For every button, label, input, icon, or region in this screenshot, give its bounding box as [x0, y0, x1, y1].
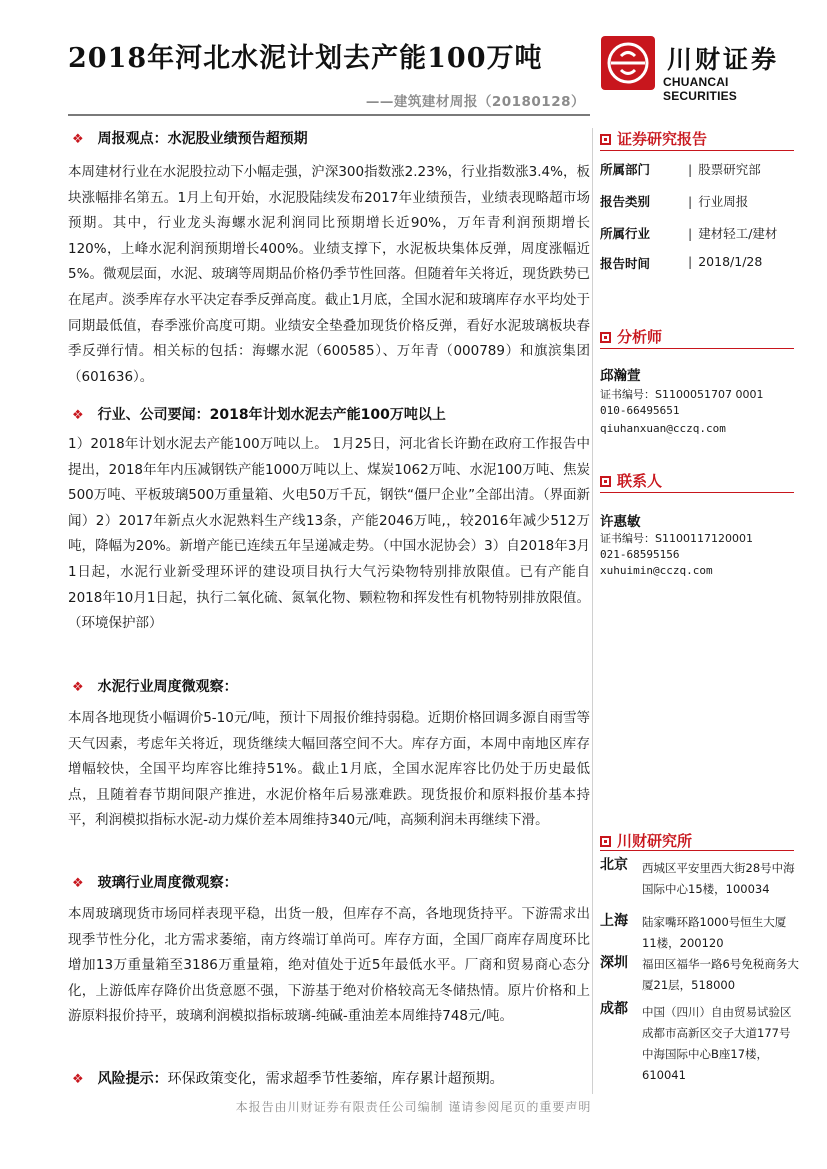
office-city-shenzhen: 深圳: [600, 955, 628, 971]
brand-name-cn: 川财证券: [667, 45, 780, 74]
square-bullet-icon: [600, 836, 611, 847]
brand-logo-icon: [601, 36, 655, 90]
risk-text: 环保政策变化，需求超季节性萎缩，库存累计超预期。: [167, 1071, 504, 1087]
sidebar-divider: [600, 850, 794, 851]
diamond-bullet-icon: ❖: [72, 1072, 84, 1087]
contact-phone: 021-68595156: [600, 548, 680, 561]
report-title: 2018年河北水泥计划去产能100万吨: [68, 43, 543, 74]
meta-row-department: 所属部门 | 股票研究部: [600, 160, 800, 178]
analyst-email[interactable]: qiuhanxuan@cczq.com: [600, 422, 726, 435]
office-address-shenzhen: 福田区福华一路6号免税商务大厦21层，518000: [642, 957, 799, 992]
diamond-bullet-icon: ❖: [72, 132, 84, 147]
diamond-bullet-icon: ❖: [72, 680, 84, 695]
section-body-news: 1）2018年计划水泥去产能100万吨以上。 1月25日，河北省长许勤在政府工作报告中提出，2018年年内压减钢铁产能1000万吨以上、煤炭1062万吨、水泥100万吨、焦炭500万吨、平板玻璃500万重量箱、火电50万千瓦，钢铁“僵尸企业”全部出清。（界面新闻）2）2017年新点火水泥熟料生产线13条，产能2046万吨,，较2016年减少512万吨，降幅为20%。新增产能已连续五年呈递减走势。（中国水泥协会）3）自2018年3月1日起，水泥行业新受理环评的建设项目执行大气污染物特别排放限值。已有产能自2018年10月1日起，执行二氧化硫、氮氧化物、颗粒物和挥发性有机物特别排放限值。（环境保护部）: [68, 436, 590, 632]
office-city-shanghai: 上海: [600, 913, 628, 929]
section-body-cement: 本周各地现货小幅调价5-10元/吨，预计下周报价维持弱稳。近期价格回调多源自雨雪等天气因素，考虑年关将近，现货继续大幅回落空间不大。库存方面，本周中南地区库存增幅较快，全国平均库容比维持51%。截止1月底，全国水泥库容比仍处于历史最低点，且随着春节期间限产推进，水泥价格年后易涨难跌。现货报价和原料报价基本持平，利润模拟指标水泥-动力煤价差本周维持340元/吨，高频利润未再继续下滑。: [68, 710, 590, 829]
sidebar-heading-contact: 联系人: [600, 470, 662, 491]
office-address-shanghai: 陆家嘴环路1000号恒生大厦11楼，200120: [642, 915, 787, 950]
brand-logo: [601, 36, 801, 103]
analyst-cert: 证书编号：S1100051707 0001: [600, 388, 764, 401]
meta-row-industry: 所属行业 | 建材轻工/建材: [600, 224, 800, 242]
sidebar-divider: [600, 348, 794, 349]
sidebar-heading-institute: 川财研究所: [600, 830, 692, 851]
square-bullet-icon: [600, 134, 611, 145]
square-bullet-icon: [600, 476, 611, 487]
office-city-chengdu: 成都: [600, 1001, 628, 1017]
sidebar-heading-report: 证券研究报告: [600, 128, 707, 149]
header-rule: [68, 114, 590, 116]
office-address-beijing: 西城区平安里西大街28号中海国际中心15楼，100034: [642, 861, 795, 896]
section-heading-news: ❖ 行业、公司要闻：2018年计划水泥去产能100万吨以上: [72, 407, 446, 423]
brand-name-en: CHUANCAI SECURITIES: [663, 75, 738, 103]
diamond-bullet-icon: ❖: [72, 876, 84, 891]
section-heading-cement: ❖ 水泥行业周度微观察：: [72, 679, 238, 695]
report-subtitle: ——建筑建材周报（20180128）: [365, 94, 585, 110]
meta-row-category: 报告类别 | 行业周报: [600, 192, 800, 210]
office-address-chengdu: 中国（四川）自由贸易试验区成都市高新区交子大道177号中海国际中心B座17楼，610041: [642, 1005, 792, 1082]
footer-disclaimer: 本报告由川财证券有限责任公司编制 谨请参阅尾页的重要声明: [235, 1100, 592, 1114]
section-heading-glass: ❖ 玻璃行业周度微观察：: [72, 875, 238, 891]
office-city-beijing: 北京: [600, 857, 628, 873]
column-divider: [592, 128, 593, 1094]
analyst-phone: 010-66495651: [600, 404, 680, 417]
diamond-bullet-icon: ❖: [72, 408, 84, 423]
analyst-name: 邱瀚萱: [600, 368, 641, 384]
sidebar-heading-analyst: 分析师: [600, 326, 662, 347]
sidebar-divider: [600, 492, 794, 493]
square-bullet-icon: [600, 332, 611, 343]
section-body-view: 本周建材行业在水泥股拉动下小幅走强，沪深300指数涨2.23%，行业指数涨3.4%，板块涨幅排名第五。1月上旬开始，水泥股陆续发布2017年业绩预告，业绩表现略超市场预期。其中，行业龙头海螺水泥利润同比预期增长近90%，万年青利润预期增长120%，上峰水泥利润预期增长400%。业绩支撑下，水泥板块集体反弹，周度涨幅近5%。微观层面，水泥、玻璃等周期品价格仍季节性回落。但随着年关将近，现货跌势已在尾声。淡季库存水平决定春季反弹高度。截止1月底，全国水泥和玻璃库存水平均处于同期最低值，春季涨价高度可期。业绩安全垫叠加现货价格反弹，看好水泥玻璃板块春季反弹行情。相关标的包括：海螺水泥（600585）、万年青（000789）和旗滨集团（601636）。: [68, 164, 590, 385]
contact-email[interactable]: xuhuimin@cczq.com: [600, 564, 713, 577]
section-heading-view: ❖ 周报观点：水泥股业绩预告超预期: [72, 131, 308, 147]
section-body-glass: 本周玻璃现货市场同样表现平稳，出货一般，但库存不高，各地现货持平。下游需求出现季节性分化，北方需求萎缩，南方终端订单尚可。库存方面，全国厂商库存周度环比增加13万重量箱至3186万重量箱，绝对值处于近5年最低水平。厂商和贸易商心态分化，上游低库存降价出货意愿不强，下游基于绝对价格较高无冬储热情。原片价格和上游原料报价持平，玻璃利润模拟指标玻璃-纯碱-重油差本周维持748元/吨。: [68, 906, 590, 1025]
meta-row-date: 报告时间 | 2018/1/28: [600, 254, 800, 272]
contact-cert: 证书编号：S1100117120001: [600, 532, 753, 545]
sidebar-divider: [600, 150, 794, 151]
section-risk: ❖ 风险提示：环保政策变化，需求超季节性萎缩，库存累计超预期。: [72, 1071, 504, 1087]
contact-name: 许惠敏: [600, 514, 641, 530]
